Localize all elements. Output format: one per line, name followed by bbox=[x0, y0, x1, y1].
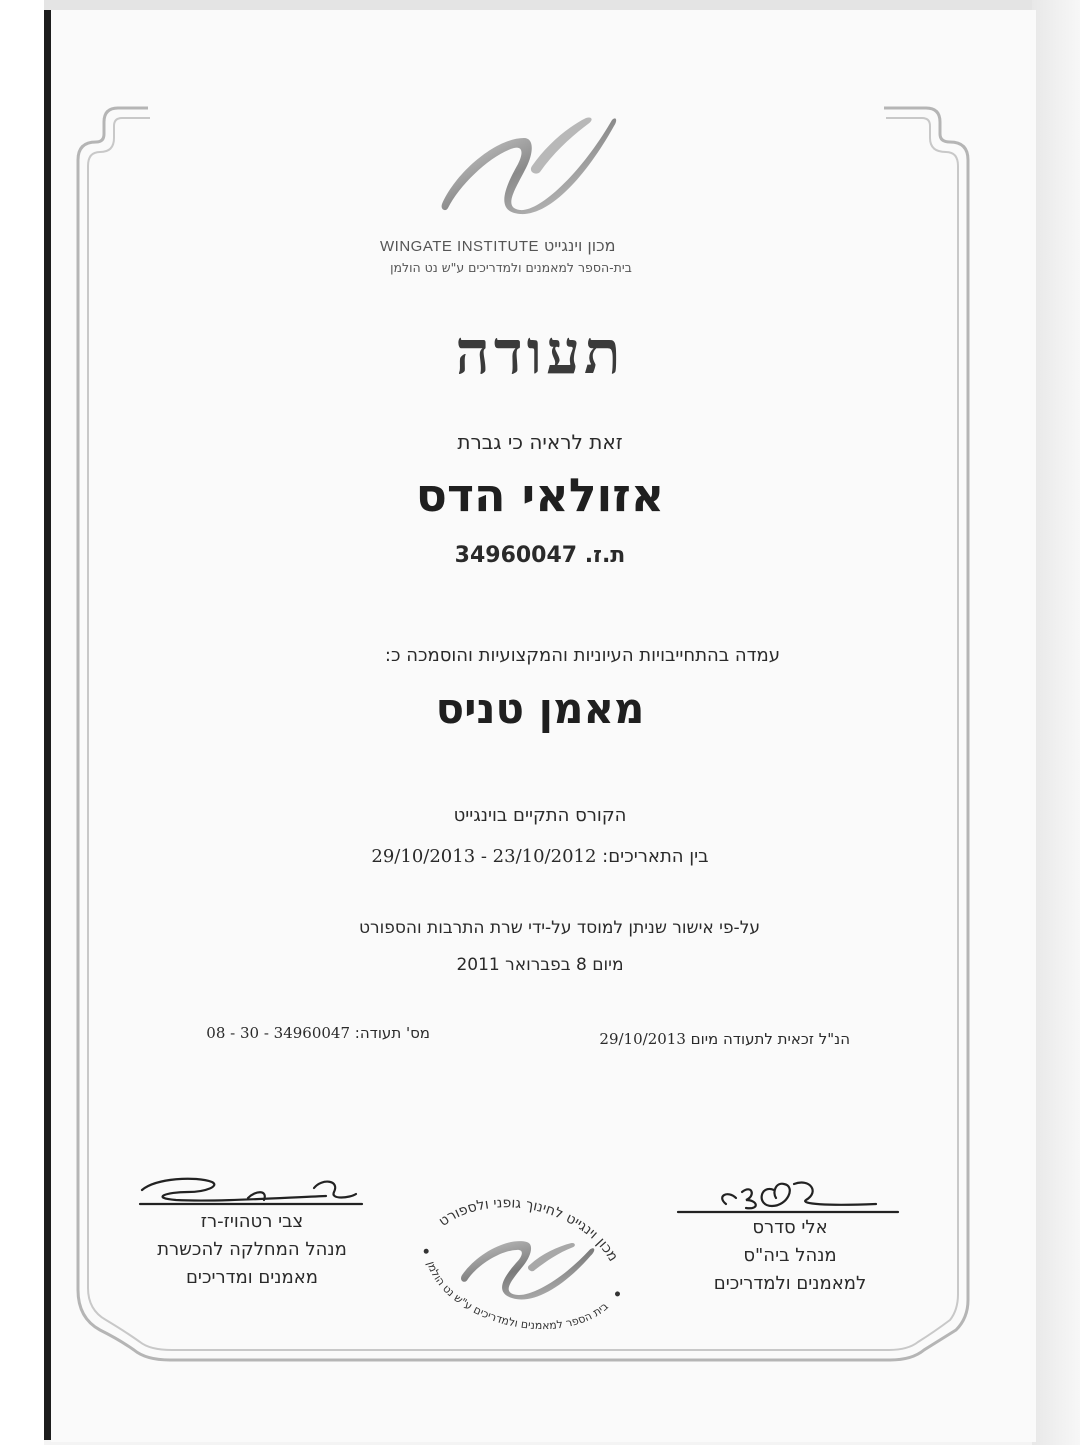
cert-number-value: 08 - 30 - 34960047 bbox=[206, 1024, 351, 1042]
entitled-label: הנ"ל זכאית לתעודה מיום bbox=[690, 1030, 850, 1048]
entitled-date: 29/10/2013 bbox=[599, 1030, 686, 1048]
right-signature bbox=[676, 1170, 906, 1220]
approval-date: מיום 8 בפברואר 2011 bbox=[456, 955, 624, 975]
school-name: בית-הספר למאמנים ולמדריכים ע"ש נט הולמן bbox=[390, 260, 632, 275]
id-number: 34960047 bbox=[454, 543, 578, 568]
dates-label: בין התאריכים: bbox=[602, 846, 709, 867]
profession-title: מאמן טניס bbox=[435, 684, 645, 733]
right-signatory-role-1: מנהל ביה"ס bbox=[743, 1245, 837, 1266]
cert-number-label: מס' תעודה: bbox=[354, 1024, 430, 1042]
approval-statement: על-פי אישור שניתן למוסד על-ידי שרת התרבות והספורט bbox=[358, 918, 760, 938]
left-signatory-role-1: מנהל המחלקה להכשרת bbox=[157, 1239, 347, 1260]
entitlement-line bbox=[560, 1030, 850, 1048]
institute-name bbox=[380, 236, 642, 255]
right-signatory bbox=[680, 1214, 900, 1298]
institute-name-english: WINGATE INSTITUTE bbox=[380, 238, 540, 255]
left-signatory-name: צבי רטהויז-רז bbox=[200, 1211, 304, 1232]
holder-name: אזולאי הדס bbox=[415, 468, 665, 522]
seal-bottom-text: בית הספר למאמנים ולמדריכים ע"ש נט הולמן bbox=[424, 1259, 611, 1333]
dates-value: 29/10/2013 - 23/10/2012 bbox=[371, 846, 597, 867]
id-line bbox=[0, 543, 1080, 568]
course-location: הקורס התקיים בוינגייט bbox=[453, 805, 627, 826]
left-signatory-role-2: מאמנים ומדריכים bbox=[185, 1267, 318, 1288]
svg-text:מכון וינגייט לחינוך גופני ולספ bbox=[434, 1179, 630, 1267]
certificate-title: תעודה bbox=[455, 318, 625, 388]
institute-name-hebrew: מכון וינגייט bbox=[543, 236, 616, 255]
id-label: ת.ז. bbox=[584, 543, 626, 568]
certificate-number-line bbox=[190, 1024, 430, 1042]
seal-top-text: מכון וינגייט לחינוך גופני ולספורט bbox=[435, 1195, 622, 1265]
institute-seal bbox=[408, 1168, 644, 1338]
right-signatory-role-2: למאמנים ולמדריכים bbox=[713, 1273, 867, 1294]
course-dates bbox=[0, 846, 1080, 867]
right-signatory-name: אלי סדרס bbox=[752, 1217, 828, 1238]
left-signatory bbox=[132, 1208, 372, 1292]
intro-text: זאת לראיה כי גברת bbox=[457, 430, 623, 454]
wingate-logo bbox=[436, 112, 620, 216]
qualification-statement: עמדה בהתחייבויות העיוניות והמקצועיות והוסמכה כ: bbox=[384, 645, 780, 666]
